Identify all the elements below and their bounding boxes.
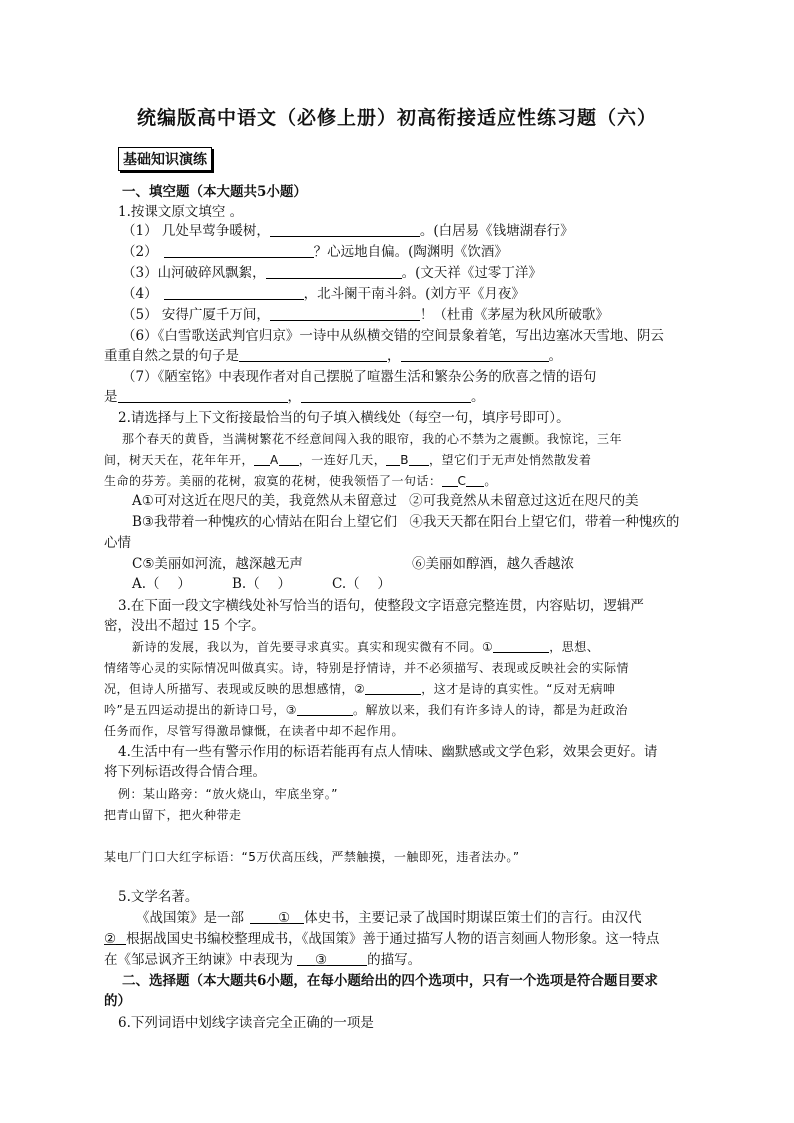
blank[interactable] xyxy=(164,285,304,300)
answer-c[interactable]: C.（ ） xyxy=(332,576,391,592)
q1-item-2: （2） ？心远地自偏。(陶渊明《饮酒》 xyxy=(122,244,508,260)
q3-passage-line1: 新诗的发展，我以为，首先要寻求真实。真实和现实微有不同。① ，思想、 xyxy=(132,640,600,654)
blank[interactable] xyxy=(327,951,367,966)
q2-option-b: B③我带着一种愧疚的心情站在阳台上望它们 ④我天天都在阳台上望它们，带着一种愧疚的 xyxy=(132,514,680,530)
section-header-choice: 二、选择题（本大题共6小题，在每小题给出的四个选项中，只有一个选项是符合题目要求 xyxy=(122,973,658,989)
q3-passage-line2: 情绪等心灵的实际情况叫做真实。诗，特别是抒情诗，并不必须描写、表现或反映社会的实际情 xyxy=(104,661,630,675)
q2-passage-line1: 那个春天的黄昏，当满树繁花不经意间闯入我的眼帘，我的心不禁为之震颤。我惊诧，三年 xyxy=(122,432,623,446)
q1-item-6-line2: 重重自然之景的句子是 ， 。 xyxy=(104,348,562,364)
q2-passage-line3: 生命的芬芳。美丽的花树，寂寞的花树，使我领悟了一句话： C 。 xyxy=(104,474,497,488)
q5-line1: 《战国策》是一部 ① 体史书，主要记录了战国时期谋臣策士们的言行。由汉代 xyxy=(136,910,642,926)
q1-item-4: （4） ，北斗阑干南斗斜。(刘方平《月夜》 xyxy=(122,286,525,302)
q4-task: 某电厂门口大红字标语：“5万伏高压线，严禁触摸，一触即死，违者法办。” xyxy=(104,850,520,864)
q4-example-line1: 例：某山路旁：“放火烧山，牢底坐穿。” xyxy=(118,787,338,801)
answer-b[interactable]: B.（ ） xyxy=(232,576,292,592)
q2-option-a: A①可对这近在咫尺的美，我竟然从未留意过 ②可我竟然从未留意过这近在咫尺的美 xyxy=(132,493,639,509)
blank[interactable] xyxy=(279,451,299,466)
q2-option-b-cont: 心情 xyxy=(104,535,131,551)
q2-passage-line2: 间，树天天在，花年年开， A ，一连好几天， B ，望它们于无声处悄然散发着 xyxy=(104,453,592,467)
q6-stem: 6.下列词语中划线字读音完全正确的一项是 xyxy=(118,1015,374,1031)
q2-answers xyxy=(132,574,752,594)
q2-option-c: C⑤美丽如河流，越深越无声 ⑥美丽如醇酒，越久香越浓 xyxy=(132,556,574,572)
blank[interactable] xyxy=(164,243,314,258)
q1-item-6-line1: （6）《白雪歌送武判官归京》一诗中从纵横交错的空间景象着笔，写出边塞冰天雪地、阴云 xyxy=(122,328,664,344)
q1-stem: 1.按课文原文填空 。 xyxy=(118,204,244,220)
blank[interactable] xyxy=(290,909,304,924)
q3-stem-line1: 3.在下面一段文字横线处补写恰当的语句，使整段文字语意完整连贯，内容贴切，逻辑严 xyxy=(118,598,644,614)
blank[interactable] xyxy=(270,222,420,237)
page-title: 统编版高中语文（必修上册）初高衔接适应性练习题（六） xyxy=(136,107,657,129)
section-box-label: 基础知识演练 xyxy=(118,147,212,171)
q3-passage-line4: 吟”是五四运动提出的新诗口号，③ 。解放以来，我们有许多诗人的诗，都是为赶政治 xyxy=(104,703,628,717)
blank[interactable] xyxy=(493,638,549,653)
blank[interactable] xyxy=(365,680,421,695)
section-header-fill: 一、填空题（本大题共5小题） xyxy=(122,184,307,200)
q5-line3: 在《邹忌讽齐王纳谏》中表现为 ③ 的描写。 xyxy=(104,952,422,968)
blank[interactable] xyxy=(301,388,471,403)
blank[interactable] xyxy=(401,347,549,362)
blank[interactable] xyxy=(116,930,126,945)
q4-stem-line1: 4.生活中有一些有警示作用的标语若能再有点人情味、幽默感或文学色彩，效果会更好。请 xyxy=(118,744,658,760)
blank[interactable] xyxy=(118,388,288,403)
blank[interactable] xyxy=(239,347,387,362)
answer-a[interactable]: A.（ ） xyxy=(132,576,191,592)
blank[interactable] xyxy=(297,701,353,716)
q5-line2: ② 根据战国史书编校整理成书，《战国策》善于通过描写人物的语言刻画人物形象。这一特点 xyxy=(104,931,660,947)
section-header-choice-cont: 的） xyxy=(104,993,131,1009)
q1-item-7-line1: （7）《陋室铭》中表现作者对自己摆脱了喧嚣生活和繁杂公务的欣喜之情的语句 xyxy=(122,369,597,385)
q1-item-3: （3）山河破碎风飘絮， 。(文天祥《过零丁洋》 xyxy=(122,265,542,281)
q4-example-line2: 把青山留下，把火种带走 xyxy=(104,808,242,822)
q3-passage-line3: 况，但诗人所描写、表现或反映的思想感情，② ，这才是诗的真实性。“反对无病呻 xyxy=(104,682,616,696)
q3-passage-line5: 任务而作，尽管写得激昂慷慨，在读者中却不起作用。 xyxy=(104,724,405,738)
q2-stem: 2.请选择与上下文衔接最恰当的句子填入横线处（每空一句，填序号即可）。 xyxy=(118,410,570,426)
blank[interactable] xyxy=(409,451,429,466)
blank[interactable] xyxy=(266,264,402,279)
q1-item-1: （1） 几处早莺争暖树， 。(白居易《钱塘湖春行》 xyxy=(122,223,574,239)
blank[interactable] xyxy=(270,306,420,321)
q1-item-7-line2: 是 ， 。 xyxy=(104,389,485,405)
blank[interactable] xyxy=(466,472,484,487)
q5-stem: 5.文学名著。 xyxy=(118,889,199,905)
q3-stem-line2: 密，没出不超过 15 个字。 xyxy=(104,618,265,634)
q1-item-5: （5） 安得广厦千万间， ！（杜甫《茅屋为秋风所破歌》 xyxy=(122,307,609,323)
q4-stem-line2: 将下列标语改得合情合理。 xyxy=(104,764,266,780)
